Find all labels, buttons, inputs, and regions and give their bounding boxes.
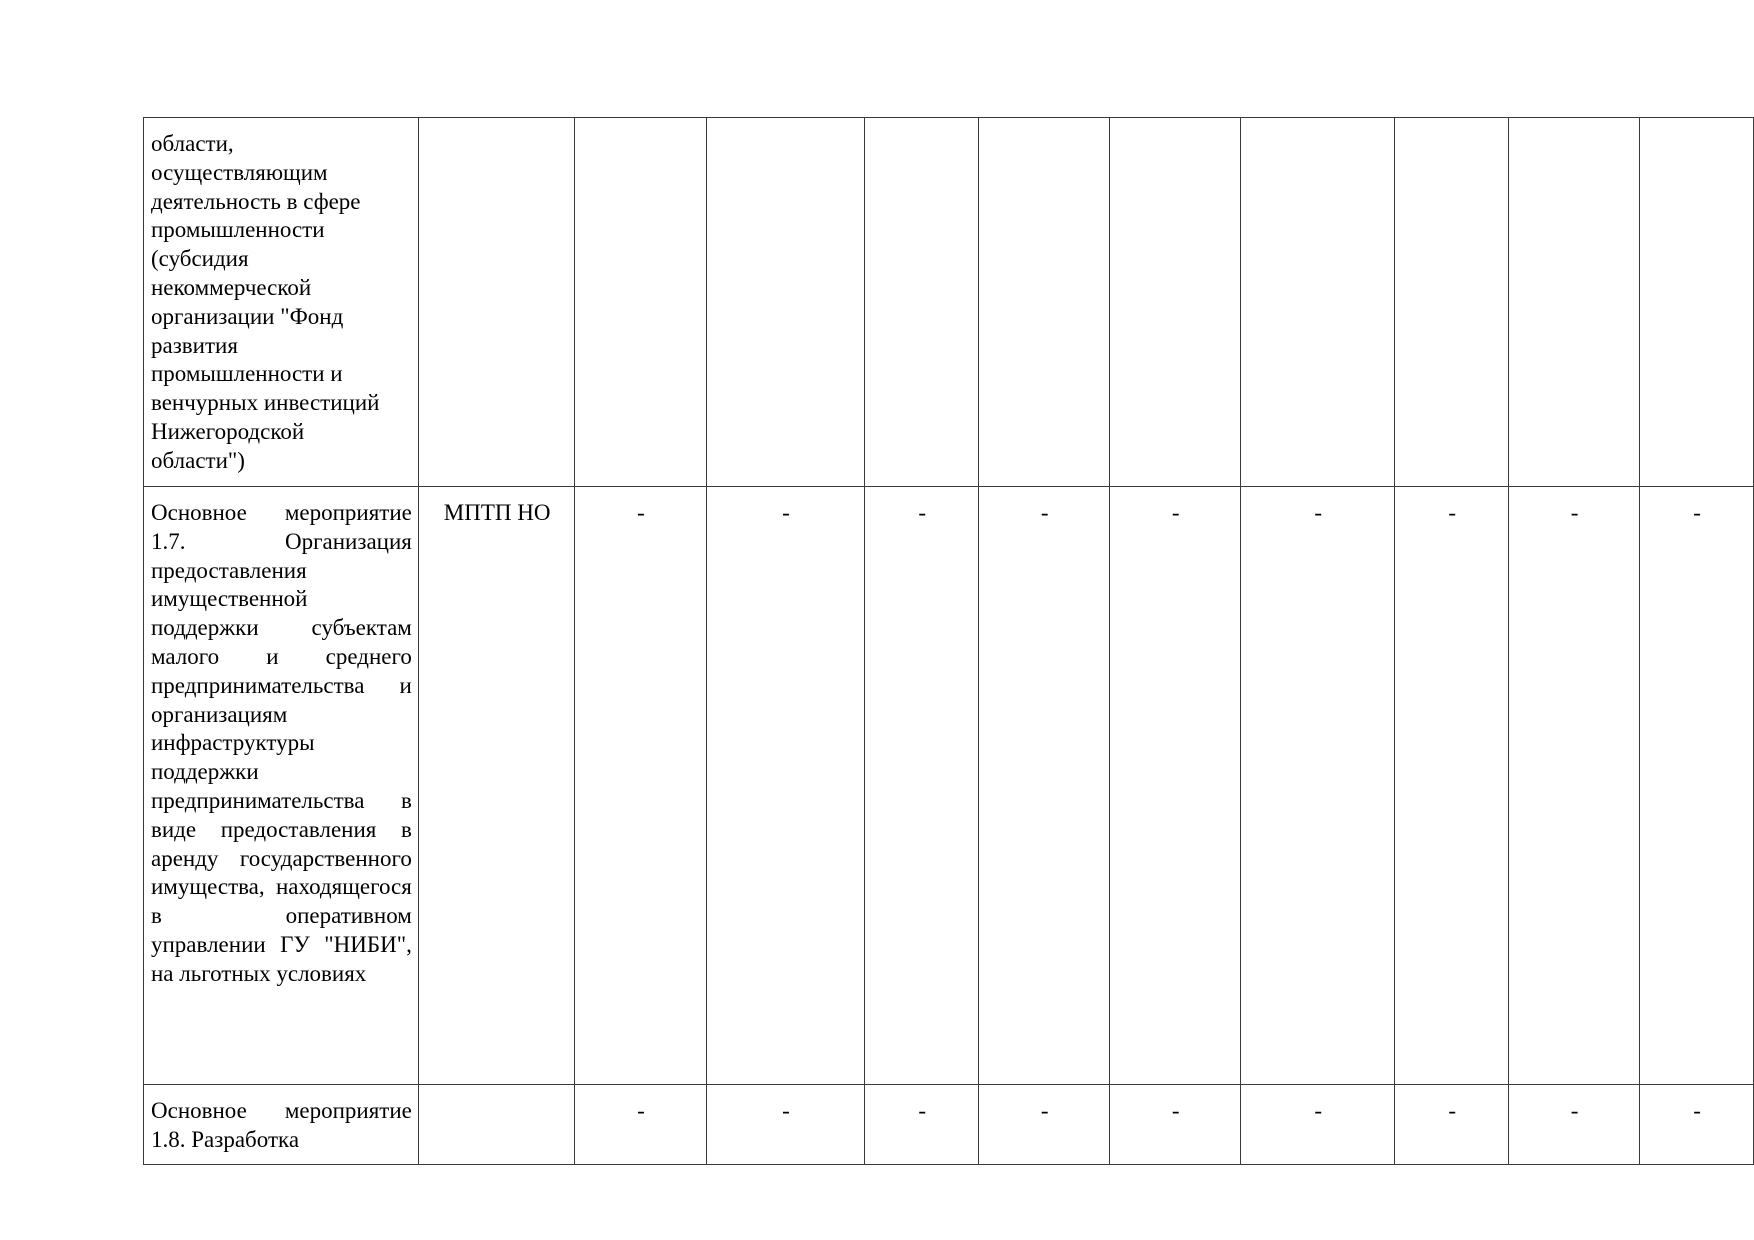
measure-description-cell (144, 1085, 419, 1165)
value: - (918, 1098, 927, 1123)
value: - (1171, 500, 1180, 525)
value: - (1314, 1098, 1323, 1123)
value: - (1040, 1098, 1049, 1123)
value: - (1693, 500, 1701, 525)
value-cell (1395, 118, 1509, 487)
value (865, 118, 978, 138)
value-cell (865, 487, 979, 1085)
value-cell (1395, 1085, 1509, 1165)
value-cell (575, 487, 706, 1085)
value-cell (1110, 487, 1241, 1085)
value-cell (1110, 1085, 1241, 1165)
value (1640, 118, 1753, 138)
value: - (637, 1098, 645, 1123)
value (1110, 118, 1240, 138)
program-measures-table (143, 117, 1754, 1165)
value: - (782, 500, 790, 525)
value: - (1448, 500, 1456, 525)
measure-description: Основное мероприятие 1.8. Разработка (151, 1098, 412, 1152)
measure-description: области, осуществляющим деятельность в сфере промышленности (субсидия некоммерческой организации "Фонд развития промышленности и венчурных инвестиций Нижегородской области") (151, 131, 380, 473)
measure-description-cell (144, 118, 419, 487)
value-cell (1640, 487, 1754, 1085)
value: - (1448, 1098, 1456, 1123)
table-row (144, 118, 1754, 487)
value-cell (706, 1085, 865, 1165)
executor (419, 118, 575, 138)
value-cell (1241, 487, 1395, 1085)
value: - (1570, 1098, 1579, 1123)
value-cell (706, 118, 865, 487)
value: - (1314, 500, 1323, 525)
value (979, 118, 1109, 138)
value: - (637, 500, 645, 525)
value (575, 118, 705, 138)
value-cell (979, 487, 1110, 1085)
value-cell (1640, 118, 1754, 487)
value-cell (575, 118, 706, 487)
table-row (144, 487, 1754, 1085)
value: - (1171, 1098, 1180, 1123)
value: - (1693, 1098, 1701, 1123)
value: - (782, 1098, 790, 1123)
value-cell (1110, 118, 1241, 487)
value: - (1570, 500, 1579, 525)
value-cell (979, 1085, 1110, 1165)
value-cell (979, 118, 1110, 487)
value-cell (865, 118, 979, 487)
value-cell (1640, 1085, 1754, 1165)
value-cell (706, 487, 865, 1085)
value-cell (1509, 487, 1640, 1085)
value-cell (1509, 118, 1640, 487)
value-cell (575, 1085, 706, 1165)
executor: МПТП НО (443, 500, 551, 525)
value: - (1040, 500, 1049, 525)
executor (419, 1085, 575, 1105)
measure-description-cell (144, 487, 419, 1085)
executor-cell (418, 118, 575, 487)
value (1509, 118, 1639, 138)
value-cell (1241, 118, 1395, 487)
value (707, 118, 865, 138)
value-cell (1395, 487, 1509, 1085)
table-row (144, 1085, 1754, 1165)
value-cell (865, 1085, 979, 1165)
executor-cell (418, 487, 575, 1085)
value (1241, 118, 1394, 138)
value (1395, 118, 1508, 138)
executor-cell (418, 1085, 575, 1165)
value: - (918, 500, 927, 525)
value-cell (1241, 1085, 1395, 1165)
measure-description: Основное мероприятие 1.7. Организация предоставления имущественной поддержки субъектам малого и среднего предпринимательства и организациям инфраструктуры поддержки предпринимательства в виде предоставления в аренду государственного имущества, находящегося в оперативном управлении ГУ "НИБИ", на льготных условиях (151, 500, 412, 986)
value-cell (1509, 1085, 1640, 1165)
